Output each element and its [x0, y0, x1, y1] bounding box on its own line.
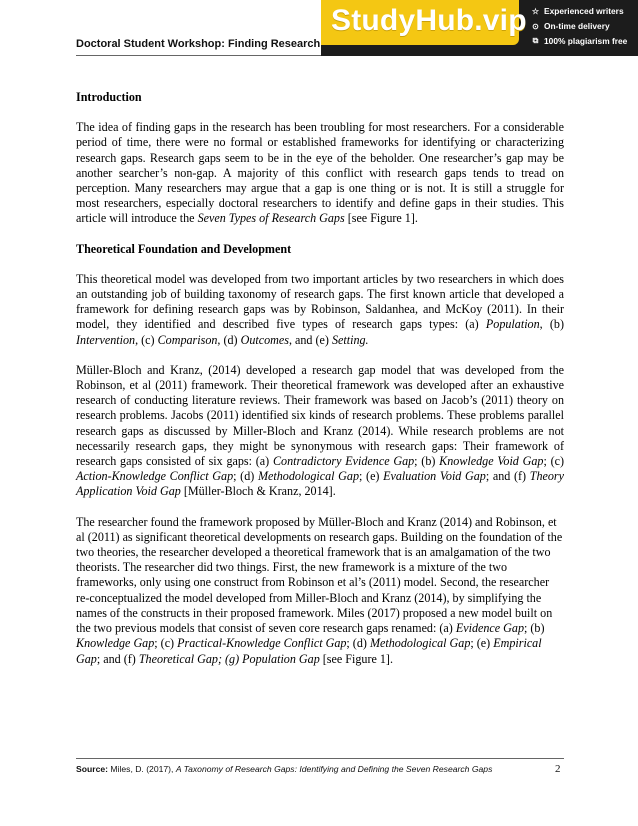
source-citation: Source: Miles, D. (2017), A Taxonomy of Research Gaps: Identifying and Defining the Seven Research Gaps [76, 764, 493, 774]
article-body [76, 90, 564, 682]
footer-divider [76, 758, 564, 759]
studyhub-ad-banner[interactable] [321, 0, 638, 56]
running-header: Doctoral Student Workshop: Finding Research [76, 38, 321, 50]
feature-label: On-time delivery [544, 21, 610, 31]
feature-label: 100% plagiarism free [544, 36, 628, 46]
feature-label: Experienced writers [544, 6, 624, 16]
paragraph-muller-bloch: Müller-Bloch and Kranz, (2014) developed a research gap model that was developed from the Robinson, et al (2011) framework. Their theoretical framework was developed after an exhaustive research of conducting literature reviews. Their framework was based on Jacob’s (2011) theory on research problems. Jacobs (2011) identified six kinds of research problems. These problems parallel research gaps as discussed by Miller-Bloch and Kranz (2014). While research problems are not necessarily research gaps, they might be synonymous with research gaps: Their framework of research gaps consisted of six gaps: (a) Contradictory Evidence Gap; (b) Knowledge Void Gap; (c) Action-Knowledge Conflict Gap; (d) Methodological Gap; (e) Evaluation Void Gap; and (f) Theory Application Void Gap [Müller-Bloch & Kranz, 2014]. [76, 362, 565, 499]
logo-text: StudyHub.vip [331, 4, 527, 37]
copy-icon: ⧉ [532, 36, 539, 45]
page-number: 2 [555, 763, 561, 775]
feature-list [531, 4, 627, 49]
feature-experienced-writers [531, 4, 627, 18]
studyhub-logo[interactable] [321, 0, 527, 45]
paragraph-new-framework: The researcher found the framework proposed by Müller-Bloch and Kranz (2014) and Robinson, et al (2011) as significant theoretical developments on research gaps. Building on the foundation of the two theories, the researcher developed a theoretical framework that is an amalgamation of the two theorists. The researcher did two things. First, the new framework is a mixture of the two frameworks, only using one construct from Robinson et al’s (2011) model. Second, the researcher re-conceptualized the model developed from Miller-Bloch and Kranz (2014), by simplifying the names of the constructs in their proposed framework. Miles (2017) proposed a new model built on the two previous models that consist of seven core research gaps renamed: (a) Evidence Gap; (b) Knowledge Gap; (c) Practical-Knowledge Conflict Gap; (d) Methodological Gap; (e) Empirical Gap; and (f) Theoretical Gap; (g) Population Gap [see Figure 1]. [76, 514, 563, 666]
paragraph-introduction: The idea of finding gaps in the research has been troubling for most researchers. For a considerable period of time, there were no formal or established frameworks for identifying or characterizing research gaps. Research gaps seem to be in the eye of the beholder. One researcher’s gap may be another searcher’s non-gap. A majority of this conflict with research gaps tends to tread on perception. Many researchers may argue that a gap is one thing or is not. It is still a struggle for most researchers, especially doctoral researchers to identify and define gaps in their studies. This article will introduce the Seven Types of Research Gaps [see Figure 1]. [76, 120, 564, 226]
section-heading-theory: Theoretical Foundation and Development [76, 241, 292, 256]
paragraph-theory-model: This theoretical model was developed from two important articles by two researchers in which does an outstanding job of building taxonomy of research gaps. The first known article that developed a framework for defining research gaps was by Robinson, Saldanhea, and McKoy (2011). In their model, they identified and described five types of research gaps types: (a) Population, (b) Intervention, (c) Comparison, (d) Outcomes, and (e) Setting. [76, 271, 564, 347]
section-heading-introduction: Introduction [76, 90, 142, 104]
star-icon: ☆ [531, 6, 540, 16]
feature-on-time-delivery [531, 19, 627, 33]
clock-icon: ⊙ [532, 21, 539, 31]
feature-plagiarism-free [531, 34, 627, 48]
